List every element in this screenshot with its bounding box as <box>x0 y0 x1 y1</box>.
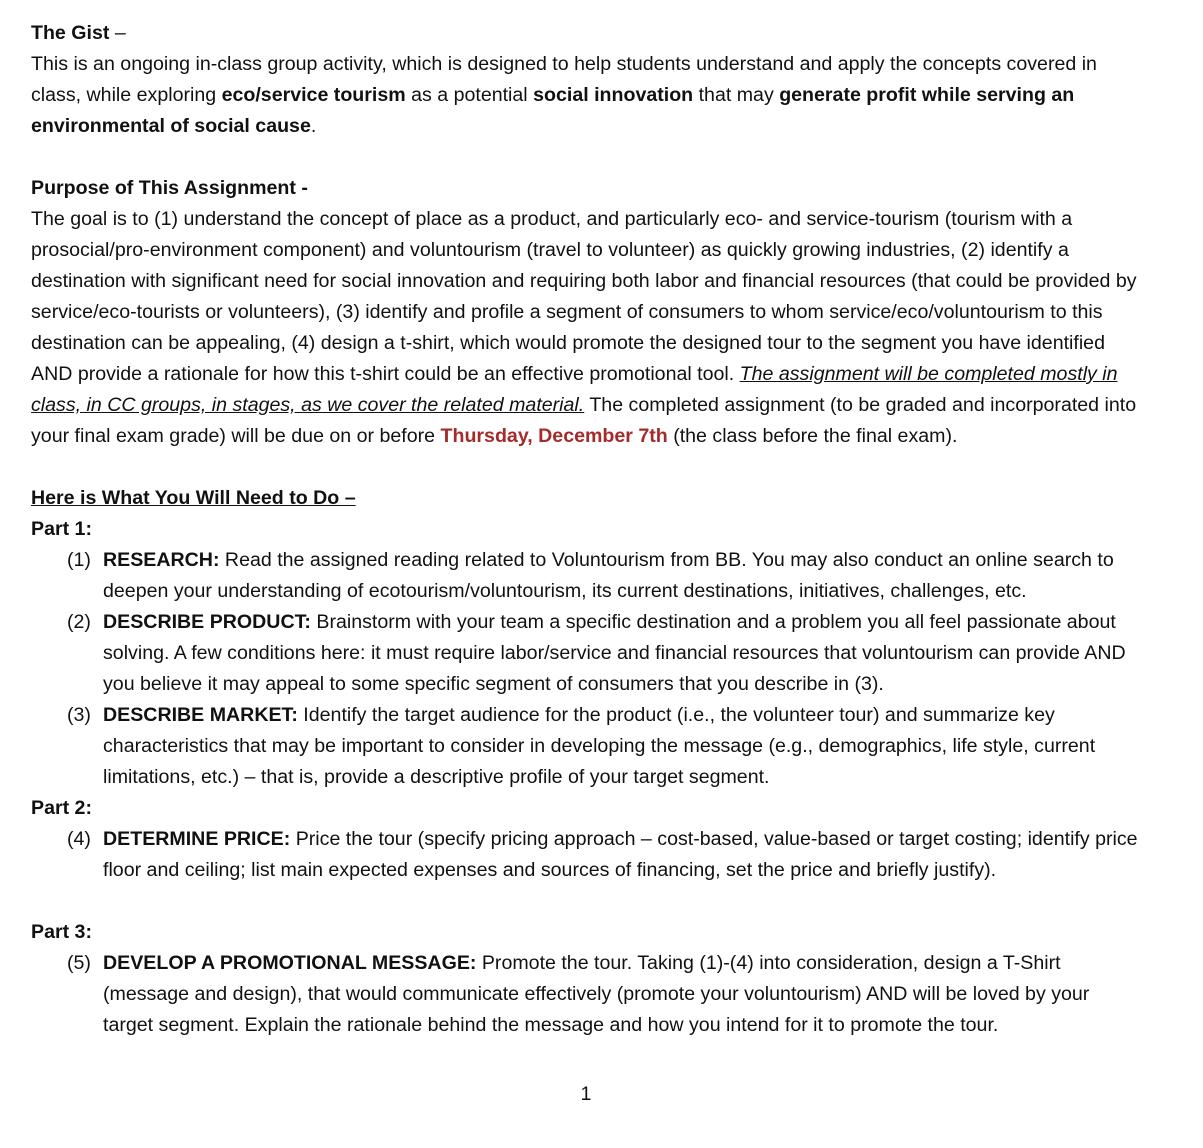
item-title: DESCRIBE PRODUCT: <box>103 611 311 633</box>
part-2-list <box>31 824 1141 886</box>
list-item <box>31 607 1141 700</box>
list-item <box>31 948 1141 1041</box>
item-title: DEVELOP A PROMOTIONAL MESSAGE: <box>103 952 477 974</box>
todo-heading-text: Here is What You Will Need to Do – <box>31 487 356 509</box>
gist-text: . <box>310 115 317 137</box>
purpose-text: (the class before the final exam). <box>667 425 958 447</box>
page-number: 1 <box>580 1083 592 1105</box>
gist-heading: The Gist <box>31 22 110 44</box>
part-3-list <box>31 948 1141 1041</box>
item-number: (3) <box>67 704 91 726</box>
item-text: Promote the tour. Taking (1)-(4) into consideration, design a T-Shirt (message and design), that would communicate effectively (promote your voluntourism) AND will be loved by your target segment. Explain the rationale behind the message and how you intend for it to promote the tour. <box>103 952 1090 1036</box>
part-label <box>31 793 1141 824</box>
due-date: Thursday, December 7th <box>440 425 668 447</box>
gist-bold: social innovation <box>533 84 694 106</box>
gist-paragraph <box>31 18 1141 142</box>
purpose-heading: Purpose of This Assignment - <box>31 177 308 199</box>
item-number: (5) <box>67 952 91 974</box>
spacer <box>31 452 1141 483</box>
part-label-text: Part 1: <box>31 518 92 540</box>
purpose-paragraph <box>31 173 1141 452</box>
item-number: (1) <box>67 549 91 571</box>
item-title: DESCRIBE MARKET: <box>103 704 298 726</box>
purpose-text: The completed assignment (to be graded and incorporated into your final exam grade) will be due on or before <box>31 394 1137 447</box>
gist-bold: generate profit while serving an environmental of social cause <box>31 84 1075 137</box>
item-number: (2) <box>67 611 91 633</box>
spacer <box>31 886 1141 917</box>
item-number: (4) <box>67 828 91 850</box>
list-item <box>31 824 1141 886</box>
todo-heading <box>31 483 1141 514</box>
gist-dash: – <box>109 22 126 44</box>
list-item <box>31 700 1141 793</box>
part-label-text: Part 3: <box>31 921 92 943</box>
purpose-text: The goal is to (1) understand the concept of place as a product, and particularly eco- and service-tourism (tourism with a prosocial/pro-environment component) and voluntourism (travel to volunteer) as quickly growing industries, (2) identify a destination with significant need for social innovation and requiring both labor and financial resources (that could be provided by service/eco-tourists or volunteers), (3) identify and profile a segment of consumers to whom service/eco/voluntourism to this destination can be appealing, (4) design a t-shirt, which would promote the designed tour to the segment you have identified AND provide a rationale for how this t-shirt could be an effective promotional tool. <box>31 208 1137 385</box>
list-item <box>31 545 1141 607</box>
part-label <box>31 917 1141 948</box>
part-1-list <box>31 545 1141 793</box>
gist-bold: eco/service tourism <box>221 84 406 106</box>
item-title: DETERMINE PRICE: <box>103 828 291 850</box>
item-text: Brainstorm with your team a specific destination and a problem you all feel passionate about solving. A few conditions here: it must require labor/service and financial resources that voluntourism can provide AND you believe it may appeal to some specific segment of consumers that you describe in (3). <box>103 611 1126 695</box>
item-text: Identify the target audience for the product (i.e., the volunteer tour) and summarize key characteristics that may be important to consider in developing the message (e.g., demographics, life style, current limitations, etc.) – that is, provide a descriptive profile of your target segment. <box>103 704 1096 788</box>
part-label <box>31 514 1141 545</box>
purpose-emphasis: The assignment will be completed mostly in class, in CC groups, in stages, as we cover the related material. <box>31 363 1118 416</box>
document-page <box>31 18 1141 1041</box>
item-title: RESEARCH: <box>103 549 220 571</box>
gist-text: that may <box>693 84 780 106</box>
gist-text: This is an ongoing in-class group activity, which is designed to help students understand and apply the concepts covered in class, while exploring <box>31 53 1097 106</box>
spacer <box>31 142 1141 173</box>
item-text: Read the assigned reading related to Voluntourism from BB. You may also conduct an online search to deepen your understanding of ecotourism/voluntourism, its current destinations, initiatives, challenges, etc. <box>103 549 1114 602</box>
gist-text: as a potential <box>405 84 534 106</box>
part-label-text: Part 2: <box>31 797 92 819</box>
item-text: Price the tour (specify pricing approach – cost-based, value-based or target costing; identify price floor and ceiling; list main expected expenses and sources of financing, set the price and briefly justify). <box>103 828 1138 881</box>
